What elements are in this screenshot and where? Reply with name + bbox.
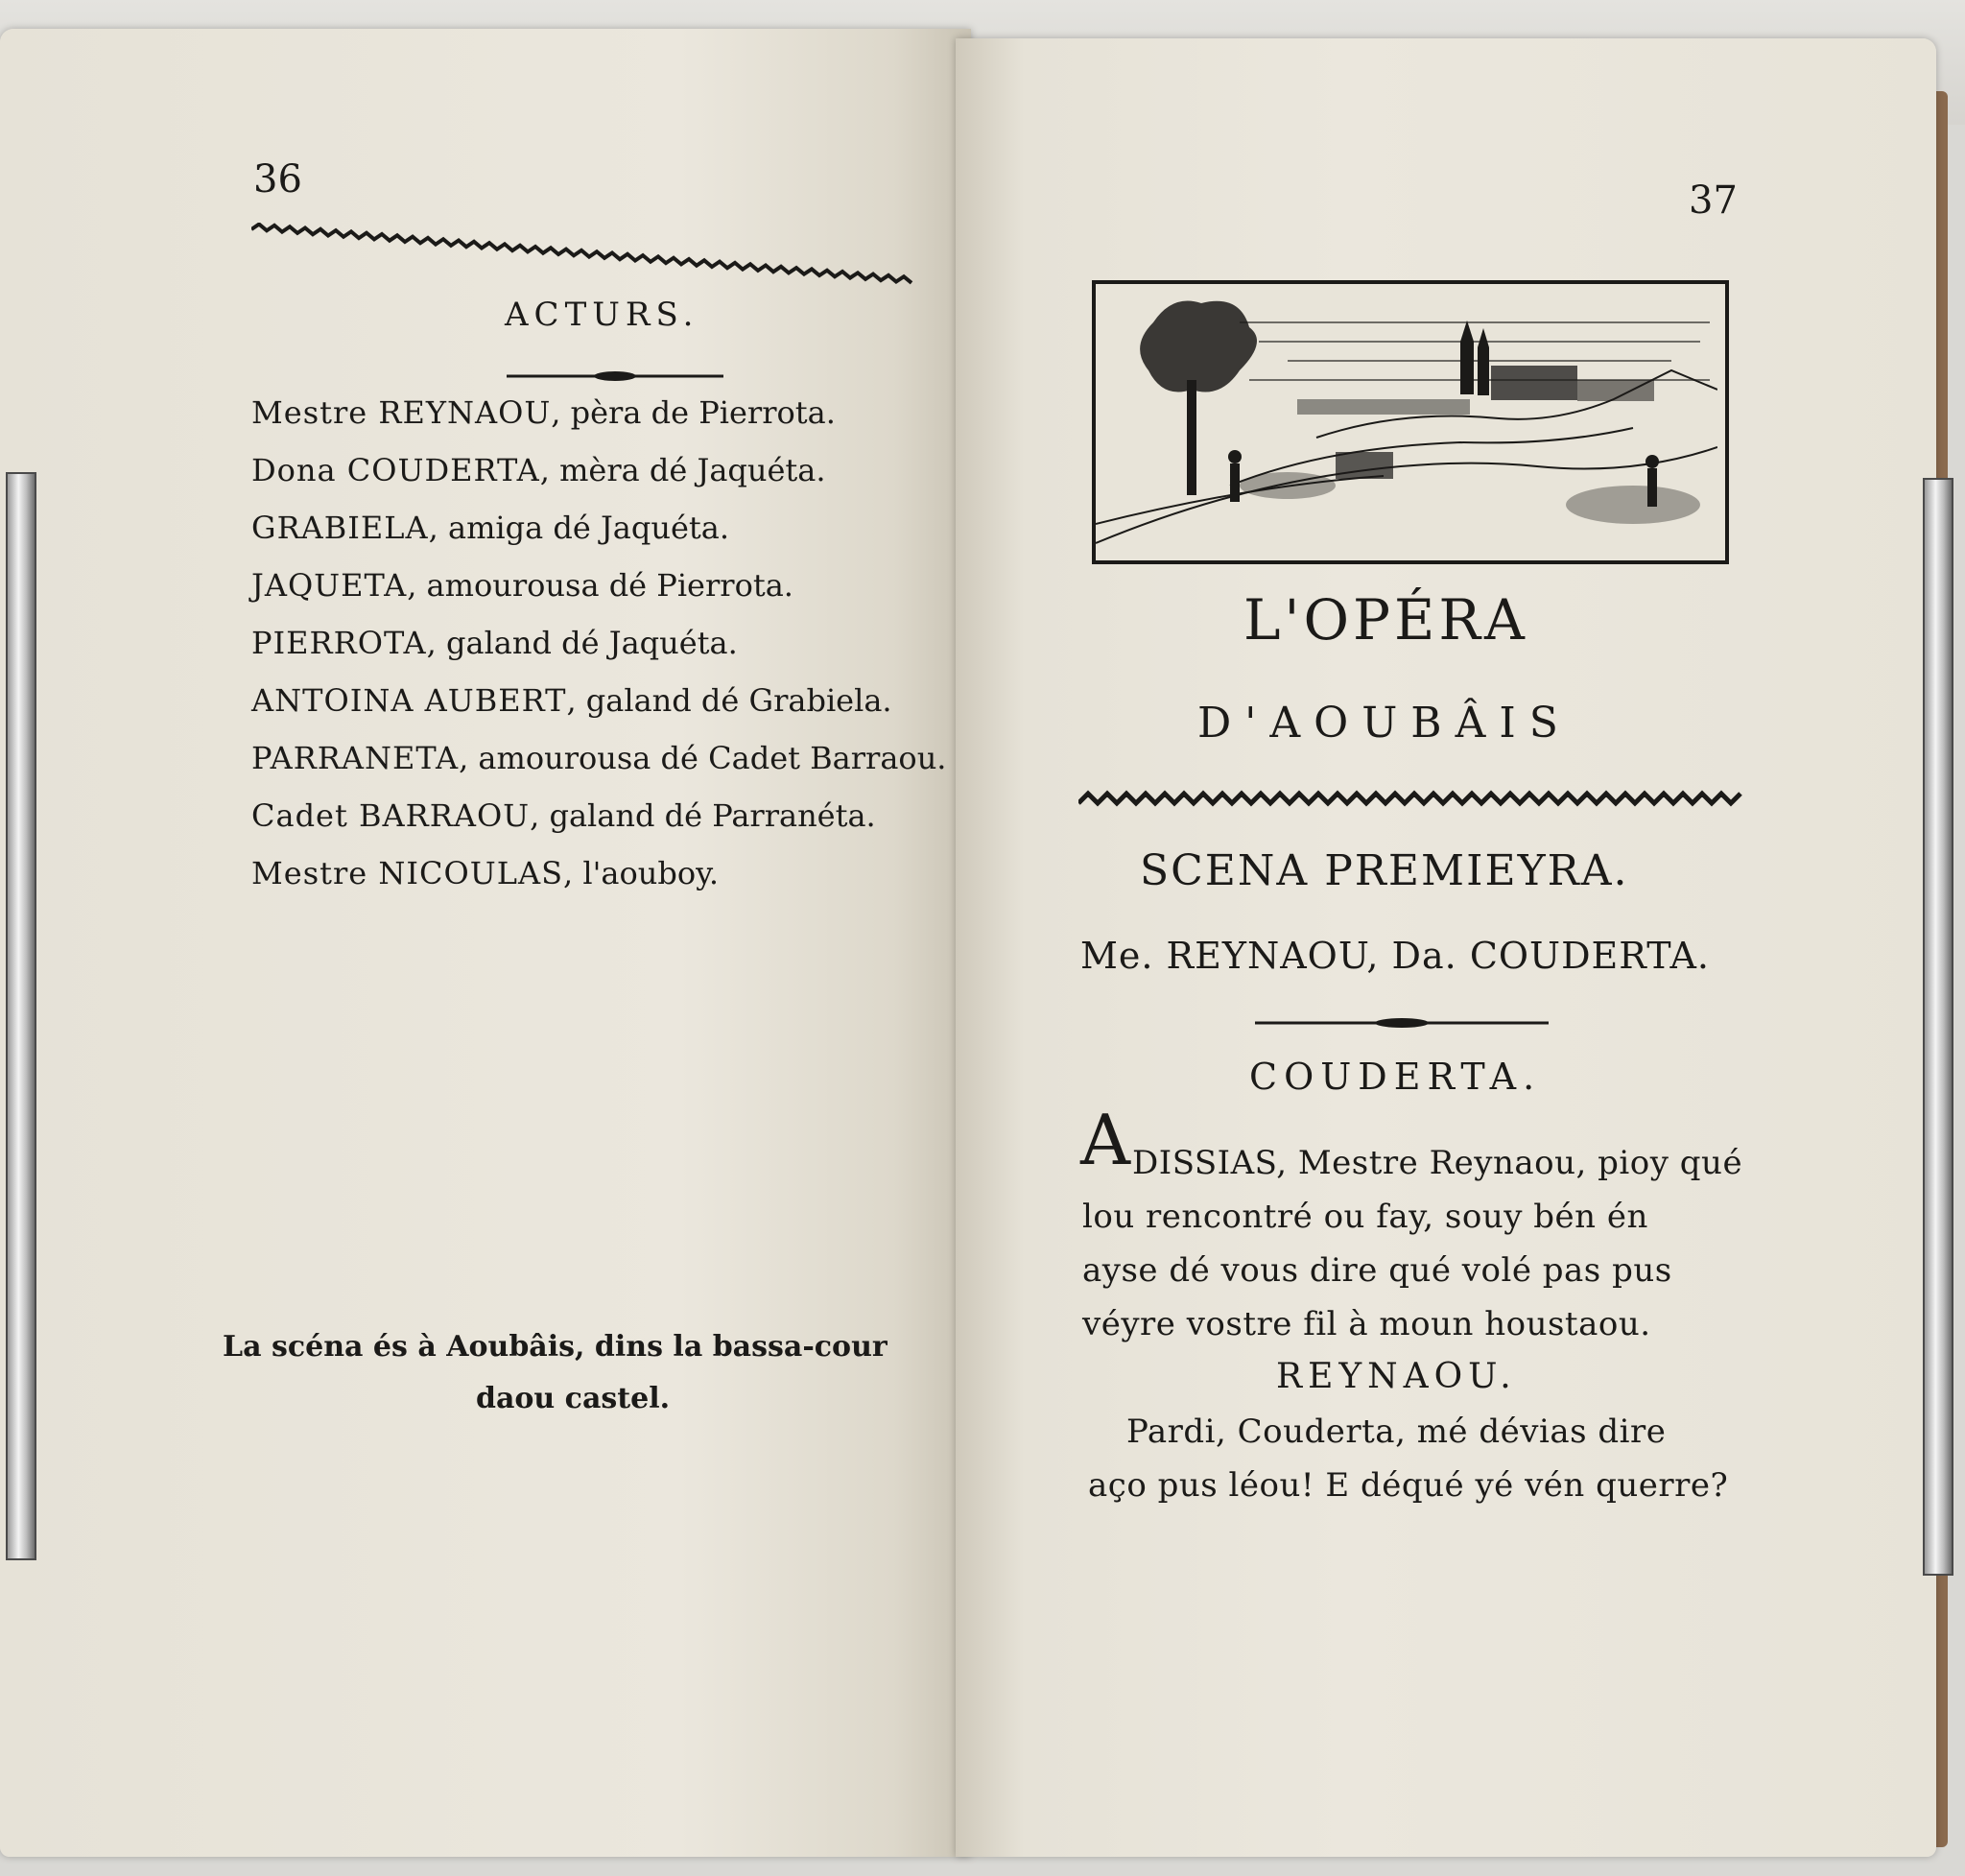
speech-line: véyre vostre fil à moun houstaou. [1082,1305,1651,1343]
cast-item: ANTOINA AUBERT, galand dé Grabiela. [251,682,892,719]
left-page [0,29,971,1857]
cast-item: Cadet BARRAOU, galand dé Parranéta. [251,797,876,834]
cast-item: PARRANETA, amourousa dé Cadet Barraou. [251,740,947,776]
cast-item: Dona COUDERTA, mèra dé Jaquéta. [251,452,826,488]
woodcut-vignette [1092,280,1729,564]
play-title: L'OPÉRA [1243,587,1528,653]
right-wavy-rule [1078,785,1750,823]
speech-line: DISSIAS, Mestre Reynaou, pioy qué [1132,1144,1743,1182]
right-page-clip [1923,478,1953,1576]
setting-line-2: daou castel. [476,1382,671,1415]
speech-line: aço pus léou! E déqué yé vén querre? [1088,1466,1729,1505]
cast-item: Mestre REYNAOU, pèra de Pierrota. [251,394,836,431]
scene-heading: SCENA PREMIEYRA. [1140,846,1629,895]
speaker-couderta: COUDERTA. [1249,1056,1542,1098]
right-page-number: 37 [1689,178,1738,223]
left-wavy-rule [251,223,915,290]
play-subtitle: D'AOUBÂIS [1197,699,1572,748]
left-page-clip [6,472,36,1560]
speech-line: lou rencontré ou fay, souy bén én [1082,1198,1648,1236]
setting-line-1: La scéna és à Aoubâis, dins la bassa-cour [223,1330,888,1364]
cast-list [251,384,946,902]
right-rule-ornament [1253,1011,1551,1034]
left-page-number: 36 [253,157,302,202]
landscape-engraving [1096,284,1717,553]
cast-heading: ACTURS. [505,296,699,334]
speaker-reynaou: REYNAOU. [1276,1357,1517,1396]
cast-item: JAQUETA, amourousa dé Pierrota. [251,567,793,604]
cast-item: GRABIELA, amiga dé Jaquéta. [251,510,730,546]
drop-cap: A [1080,1100,1130,1180]
speech-line: Pardi, Couderta, mé dévias dire [1126,1413,1667,1451]
cast-item: Mestre NICOULAS, l'aouboy. [251,855,720,891]
scene-characters: Me. REYNAOU, Da. COUDERTA. [1080,935,1711,977]
speech-line: ayse dé vous dire qué volé pas pus [1082,1251,1672,1290]
cast-item: PIERROTA, galand dé Jaquéta. [251,625,738,661]
